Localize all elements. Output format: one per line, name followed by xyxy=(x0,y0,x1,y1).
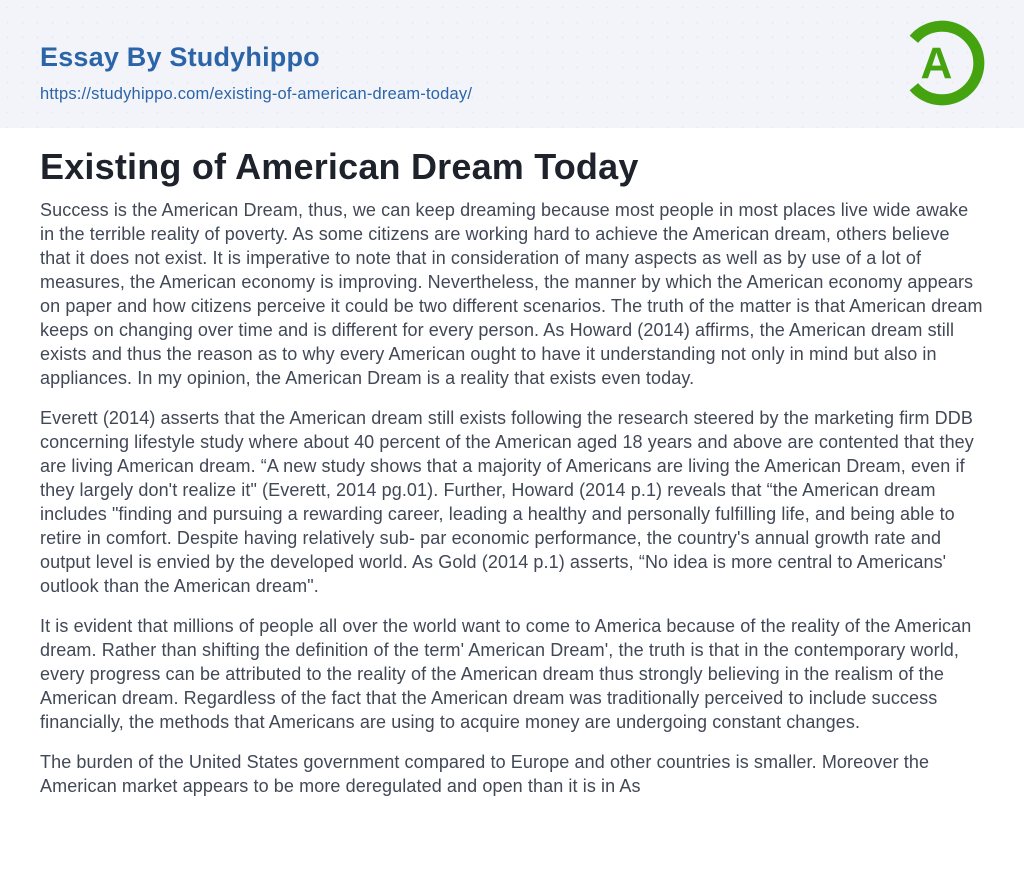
article-paragraph: It is evident that millions of people all over the world want to come to America because of the reality of the American dream. Rather than shifting the definition of the term' American Dream', the truth is that in the contemporary world, every progress can be attributed to the reality of the American dream thus strongly believing in the realism of the American dream. Regardless of the fact that the American dream was traditionally perceived to include success financially, the methods that Americans are using to acquire money are undergoing constant changes. xyxy=(40,616,972,732)
page-header xyxy=(0,0,1024,128)
article-paragraph: The burden of the United States government compared to Europe and other countries is smaller. Moreover the American market appears to be more deregulated and open than it is in As xyxy=(40,752,930,796)
article-title: Existing of American Dream Today xyxy=(40,146,639,187)
studyhippo-logo xyxy=(896,16,988,110)
article-url-link[interactable]: https://studyhippo.com/existing-of-american-dream-today/ xyxy=(40,85,473,103)
logo-arc-icon xyxy=(896,16,988,110)
site-title: Essay By Studyhippo xyxy=(40,42,320,72)
article-content xyxy=(0,128,1024,798)
logo-letter: A xyxy=(920,39,953,89)
article-body xyxy=(40,198,984,798)
article-paragraph: Everett (2014) asserts that the American dream still exists following the research steered by the marketing firm DDB concerning lifestyle study where about 40 percent of the American aged 18 years and above are contented that they are living American dream. “A new study shows that a majority of Americans are living the American Dream, even if they largely don't realize it" (Everett, 2014 pg.01). Further, Howard (2014 p.1) reveals that “the American dream includes "finding and pursuing a rewarding career, leading a healthy and personally fulfilling life, and being able to retire in comfort. Despite having relatively sub- par economic performance, the country's annual growth rate and output level is envied by the developed world. As Gold (2014 p.1) asserts, “No idea is more central to Americans' outlook than the American dream". xyxy=(40,408,974,596)
article-paragraph: Success is the American Dream, thus, we can keep dreaming because most people in most places live wide awake in the terrible reality of poverty. As some citizens are working hard to achieve the American dream, others believe that it does not exist. It is imperative to note that in consideration of many aspects as well as by use of a lot of measures, the American economy is improving. Nevertheless, the manner by which the American economy appears on paper and how citizens perceive it could be two different scenarios. The truth of the matter is that American dream keeps on changing over time and is different for every person. As Howard (2014) affirms, the American dream still exists and thus the reason as to why every American ought to have it understanding not only in mind but also in appliances. In my opinion, the American Dream is a reality that exists even today. xyxy=(40,200,983,388)
